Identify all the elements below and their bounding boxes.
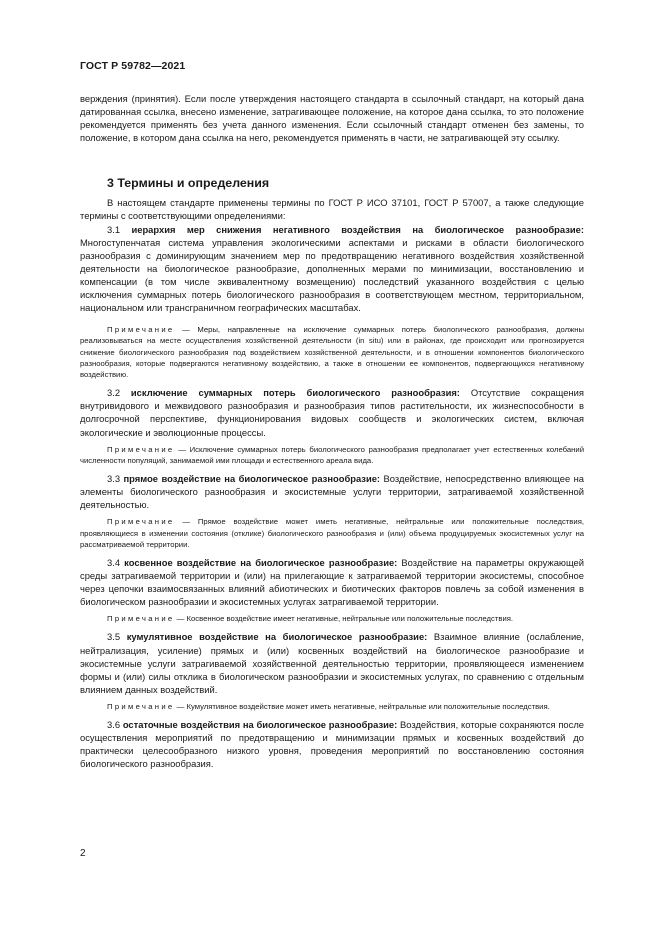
note-label: Примечание (107, 517, 175, 527)
term-name: иерархия мер снижения негативного воздействия на биологическое разнообразие: (131, 223, 584, 235)
term-number: 3.1 (107, 223, 121, 235)
note-label: Примечание (107, 701, 175, 711)
section-title: 3 Термины и определения (107, 176, 270, 191)
term-name: прямое воздействие на биологическое разнообразие: (123, 473, 381, 485)
term-3-4 (80, 556, 584, 608)
page-number: 2 (80, 848, 86, 859)
note-3-2: Примечание — Исключение суммарных потерь биологического разнообразия предполагает учет естественных колебаний численности популяций, занимаемой ими площади и естественного ареала вида. (80, 444, 584, 465)
note-label: Примечание (107, 444, 175, 454)
term-name: остаточные воздействия на биологическое разнообразие: (122, 719, 398, 731)
note-text: Кумулятивное воздействие может иметь негативные, нейтральные или положительные последствия. (186, 701, 550, 711)
note-text: Косвенное воздействие имеет негативные, нейтральные или положительные последствия. (186, 614, 514, 624)
page-content (80, 92, 584, 771)
term-name: исключение суммарных потерь биологического разнообразия: (130, 387, 460, 399)
note-text: Прямое воздействие может иметь негативные, нейтральные или положительные последствия, проявляющиеся в изменении состояния (отклике) биологического разнообразия и (или) объема продуцируемых экосистемных услуг на рассматриваемой территории. (80, 517, 584, 549)
note-3-3: Примечание — Прямое воздействие может иметь негативные, нейтральные или положительные последствия, проявляющиеся в изменении состояния (отклике) биологического разнообразия и (или) объема продуцируемых экосистемных услуг на рассматриваемой территории. (80, 517, 584, 549)
term-3-1 (80, 223, 584, 315)
term-name: косвенное воздействие на биологическое разнообразие: (124, 556, 398, 568)
term-definition: Воздействие, непосредственно влияющее на элементы биологического разнообразия и экосистемные услуги территории, затрагиваемой хозяйственной деятельностью. (80, 473, 585, 511)
note-label: Примечание (107, 614, 175, 624)
term-number: 3.3 (107, 473, 121, 485)
term-name: кумулятивное воздействие на биологическое разнообразие: (126, 631, 428, 643)
note-3-5: Примечание — Кумулятивное воздействие может иметь негативные, нейтральные или положительные последствия. (107, 701, 550, 711)
term-number: 3.4 (107, 556, 121, 568)
term-number: 3.2 (107, 387, 121, 399)
term-definition: Многоступенчатая система управления экологическими аспектами и рисками в области биологического разнообразия с доминирующим значением мер по предотвращению негативного воздействия хозяйственной деятельности на биологическое разнообразие, дополненных мерами по минимизации, восстановлению и компенсации (в том числе эквивалентному возмещению) последствий указанного воздействия с целью исключения суммарных потерь биологического разнообразия в соответствующем местном, территориальном, национальном или трансграничном географических масштабах. (80, 236, 584, 314)
document-header: ГОСТ Р 59782—2021 (80, 60, 186, 72)
term-definition: Воздействия, которые сохраняются после осуществления мероприятий по предотвращению и минимизации прямых и косвенных воздействий до практически целесообразного низкого уровня, проведения мероприятий по восстановлению состояния биологического разнообразия. (80, 719, 584, 770)
term-number: 3.6 (107, 719, 121, 731)
term-definition: Воздействие на параметры окружающей среды затрагиваемой территории и (или) на прилегающие к затрагиваемой территории экосистемы, способное через цепочки взаимосвязанных влияний абиотических и биотических факторов повлечь за собой изменения в биологическом разнообразии и экосистемных услугах затрагиваемой территории. (80, 556, 584, 608)
note-text: Меры, направленные на исключение суммарных потерь биологического разнообразия, должны реализовываться на месте осуществления хозяйственной деятельности (in situ) или в районах, где происходит или прогнозируется снижение биологического разнообразия под воздействием хозяйственной деятельности, и в отношении компонентов биологического разнообразия, которые подвергаются негативному воздействию, а также в отношении ее компонентов, подвергающихся негативному воздействию. (80, 325, 584, 380)
note-3-1: Примечание — Меры, направленные на исключение суммарных потерь биологического разнообразия, должны реализовываться на месте осуществления хозяйственной деятельности (in situ) или в районах, где происходит или прогнозируется снижение биологического разнообразия под воздействием хозяйственной деятельности, и в отношении компонентов биологического разнообразия, которые подвергаются негативному воздействию, а также в отношении ее компонентов, подвергающихся негативному воздействию. (80, 325, 584, 380)
term-definition: Отсутствие сокращения внутривидового и межвидового разнообразия и разнообразия типов растительности, их жизнеспособности в долгосрочной перспективе, функционирования видовых сообществ и экологических систем, включая экологические и эволюционные процессы. (80, 387, 584, 438)
term-definition: Взаимное влияние (ослабление, нейтрализация, усиление) прямых и (или) косвенных воздействий на биологическое разнообразие и экосистемные услуги затрагиваемой хозяйственной деятельностью территории, проявляющееся изменением формы и (или) силы отклика в биологическом разнообразии и экосистемных услугах, по сравнению с отдельным влиянием данных воздействий. (80, 631, 584, 695)
term-number: 3.5 (107, 631, 121, 643)
note-text: Исключение суммарных потерь биологического разнообразия предполагает учет естественных колебаний численности популяций, занимаемой ими площади и естественного ареала вида. (80, 444, 584, 465)
term-3-5 (80, 630, 584, 695)
term-3-6 (80, 718, 584, 770)
term-3-3 (80, 472, 584, 511)
note-3-4: Примечание — Косвенное воздействие имеет негативные, нейтральные или положительные последствия. (107, 614, 514, 624)
section-lead-paragraph: В настоящем стандарте применены термины по ГОСТ Р ИСО 37101, ГОСТ Р 57007, а также следующие термины с соответствующими определениями: (80, 197, 584, 222)
note-label: Примечание (107, 325, 175, 335)
intro-paragraph: верждения (принятия). Если после утверждения настоящего стандарта в ссылочный стандарт, на который дана датированная ссылка, внесено изменение, затрагивающее положение, на которое дана ссылка, то это положение рекомендуется применять без учета данного изменения. Если ссылочный стандарт отменен без замены, то положение, в котором дана ссылка на него, рекомендуется применять в части, не затрагивающей эту ссылку. (80, 93, 584, 144)
term-3-2 (80, 386, 584, 438)
